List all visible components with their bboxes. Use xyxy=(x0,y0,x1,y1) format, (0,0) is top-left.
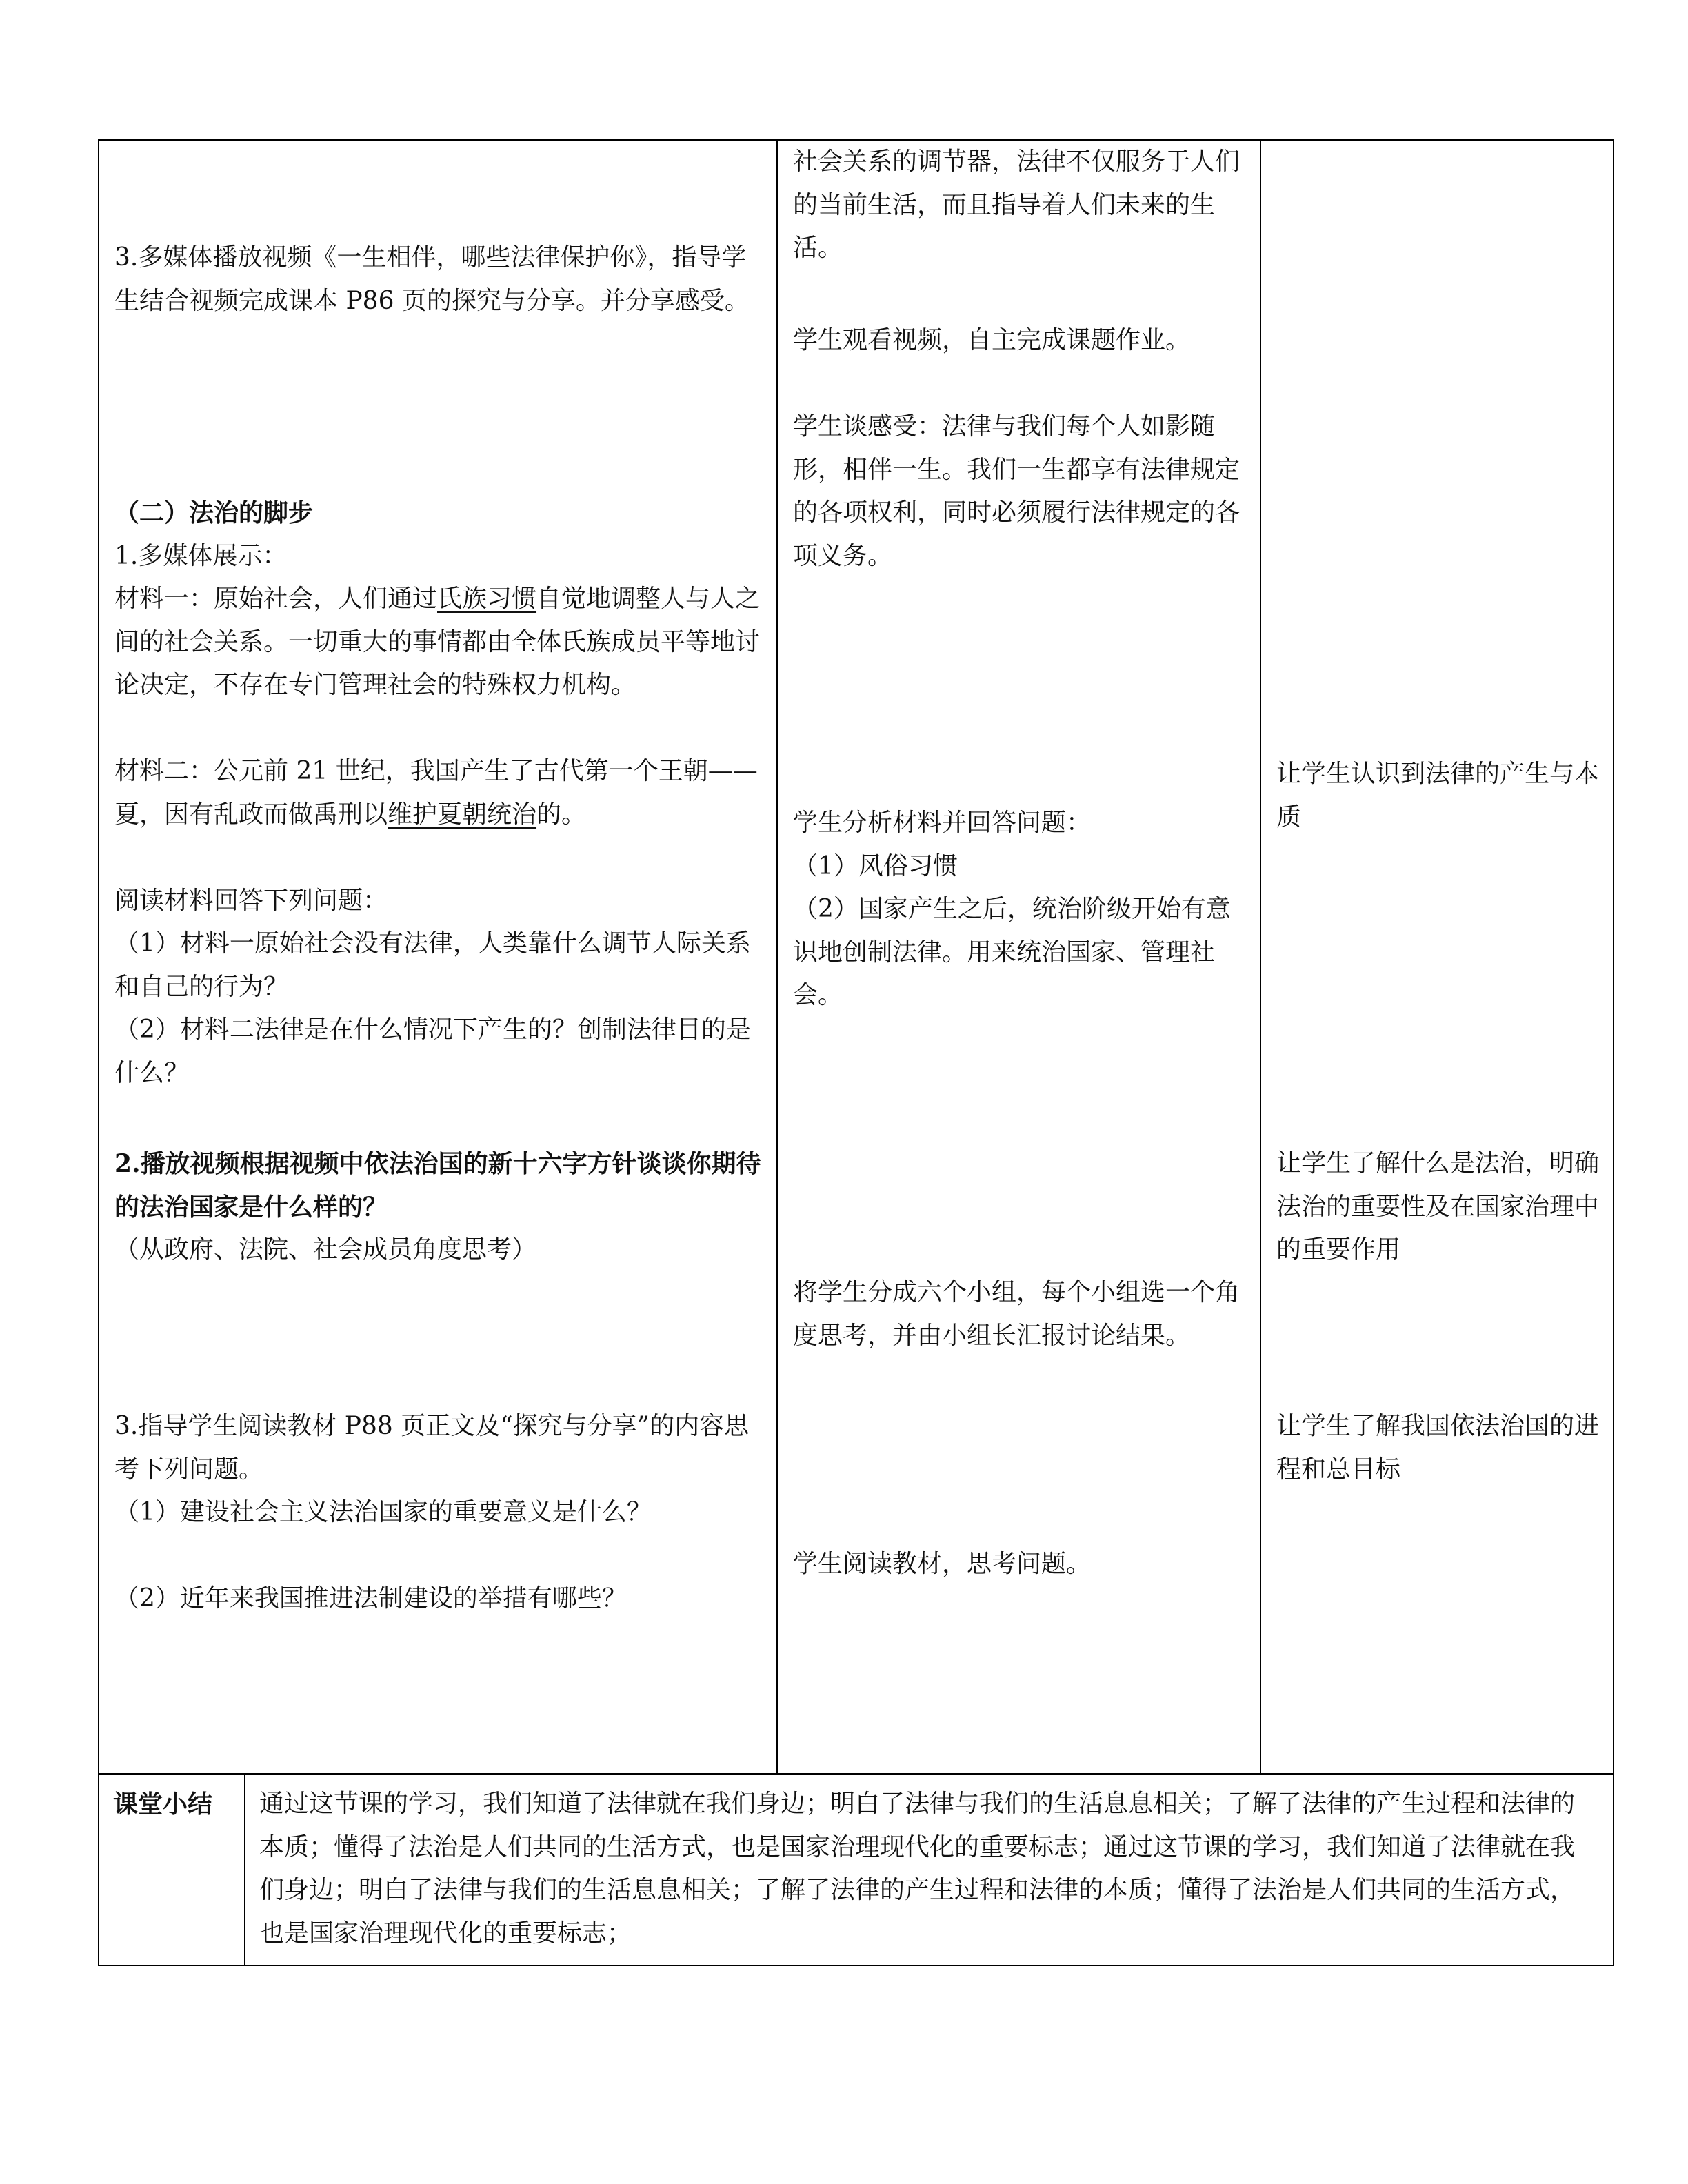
read-questions-text: 阅读材料回答下列问题： xyxy=(114,887,388,915)
summary-label: 课堂小结 xyxy=(113,1790,213,1819)
item2-video-text: 2.播放视频根据视频中依法治国的新十六字方针谈谈你期待的法治国家是什么样的？ xyxy=(114,1149,761,1222)
summary-text-cell xyxy=(245,1774,1614,1965)
analyze-text: 学生分析材料并回答问题： xyxy=(793,809,1092,837)
activities-row xyxy=(99,140,1614,1774)
section2-title: （二）法治的脚步 xyxy=(114,498,314,527)
lesson-plan-table xyxy=(98,139,1614,1966)
talk-feelings-text: 学生谈感受：法律与我们每个人如影随形，相伴一生。我们一生都享有法律规定的各项权利，同时必须履行法律规定的各项义务。 xyxy=(793,412,1240,570)
item2-hint-text: （从政府、法院、社会成员角度思考） xyxy=(114,1235,537,1264)
groups-text: 将学生分成六个小组，每个小组选一个角度思考，并由小组长汇报讨论结果。 xyxy=(793,1278,1240,1350)
material1-underlined: 氏族习惯 xyxy=(437,585,537,613)
purpose3-text: 让学生了解我国依法治国的进程和总目标 xyxy=(1276,1412,1600,1484)
material2-text xyxy=(114,750,765,836)
watch-video-text: 学生观看视频，自主完成课题作业。 xyxy=(793,326,1191,354)
item3-read-text: 3.指导学生阅读教材 P88 页正文及“探究与分享”的内容思考下列问题。 xyxy=(114,1412,750,1484)
question1-text: （1）材料一原始社会没有法律，人类靠什么调节人际关系和自己的行为？ xyxy=(114,929,751,1001)
read-textbook-text: 学生阅读教材，思考问题。 xyxy=(793,1550,1092,1578)
multimedia-show-text: 1.多媒体展示： xyxy=(114,542,288,570)
material1-text xyxy=(114,578,765,707)
summary-row xyxy=(99,1774,1614,1965)
material1-post: 自觉地调整人与人之间的社会关系。一切重大的事情都由全体氏族成员平等地讨论决定，不存在专门管理社会的特殊权力机构。 xyxy=(114,585,761,699)
material2-post: 的。 xyxy=(536,800,587,829)
purpose2-text: 让学生了解什么是法治，明确法治的重要性及在国家治理中的重要作用 xyxy=(1276,1149,1600,1264)
question2-text: （2）材料二法律是在什么情况下产生的？创制法律目的是什么？ xyxy=(114,1015,751,1087)
material1-pre: 材料一：原始社会，人们通过 xyxy=(114,585,438,613)
material2-pre: 材料二：公元前 21 世纪，我国产生了古代第一个王朝——夏，因有乱政而做禹刑以 xyxy=(114,757,758,829)
teacher-activity-cell xyxy=(99,140,777,1774)
regulator-text: 社会关系的调节器，法律不仅服务于人们的当前生活，而且指导着人们未来的生活。 xyxy=(793,148,1240,262)
item3-question1-text: （1）建设社会主义法治国家的重要意义是什么？ xyxy=(114,1498,652,1526)
summary-text: 通过这节课的学习，我们知道了法律就在我们身边；明白了法律与我们的生活息息相关；了解了法律的产生过程和法律的本质；懂得了法治是人们共同的生活方式，也是国家治理现代化的重要标志；通过这节课的学习，我们知道了法律就在我们身边；明白了法律与我们的生活息息相关；了解了法律的产生过程和法律的本质；懂得了法治是人们共同的生活方式，也是国家治理现代化的重要标志； xyxy=(259,1790,1576,1948)
item3-question2-text: （2）近年来我国推进法制建设的举措有哪些？ xyxy=(114,1584,627,1612)
item3-video-text: 3.多媒体播放视频《一生相伴，哪些法律保护你》，指导学生结合视频完成课本 P86 页的探究与分享。并分享感受。 xyxy=(114,243,750,315)
student-activity-cell xyxy=(777,140,1260,1774)
material2-underlined: 维护夏朝统治 xyxy=(388,800,537,829)
purpose1-text: 让学生认识到法律的产生与本质 xyxy=(1276,760,1600,831)
answer1-text: （1）风俗习惯 xyxy=(793,852,958,880)
design-intent-cell xyxy=(1260,140,1614,1774)
answer2-text: （2）国家产生之后，统治阶级开始有意识地创制法律。用来统治国家、管理社会。 xyxy=(793,895,1231,1009)
summary-label-cell xyxy=(99,1774,245,1965)
